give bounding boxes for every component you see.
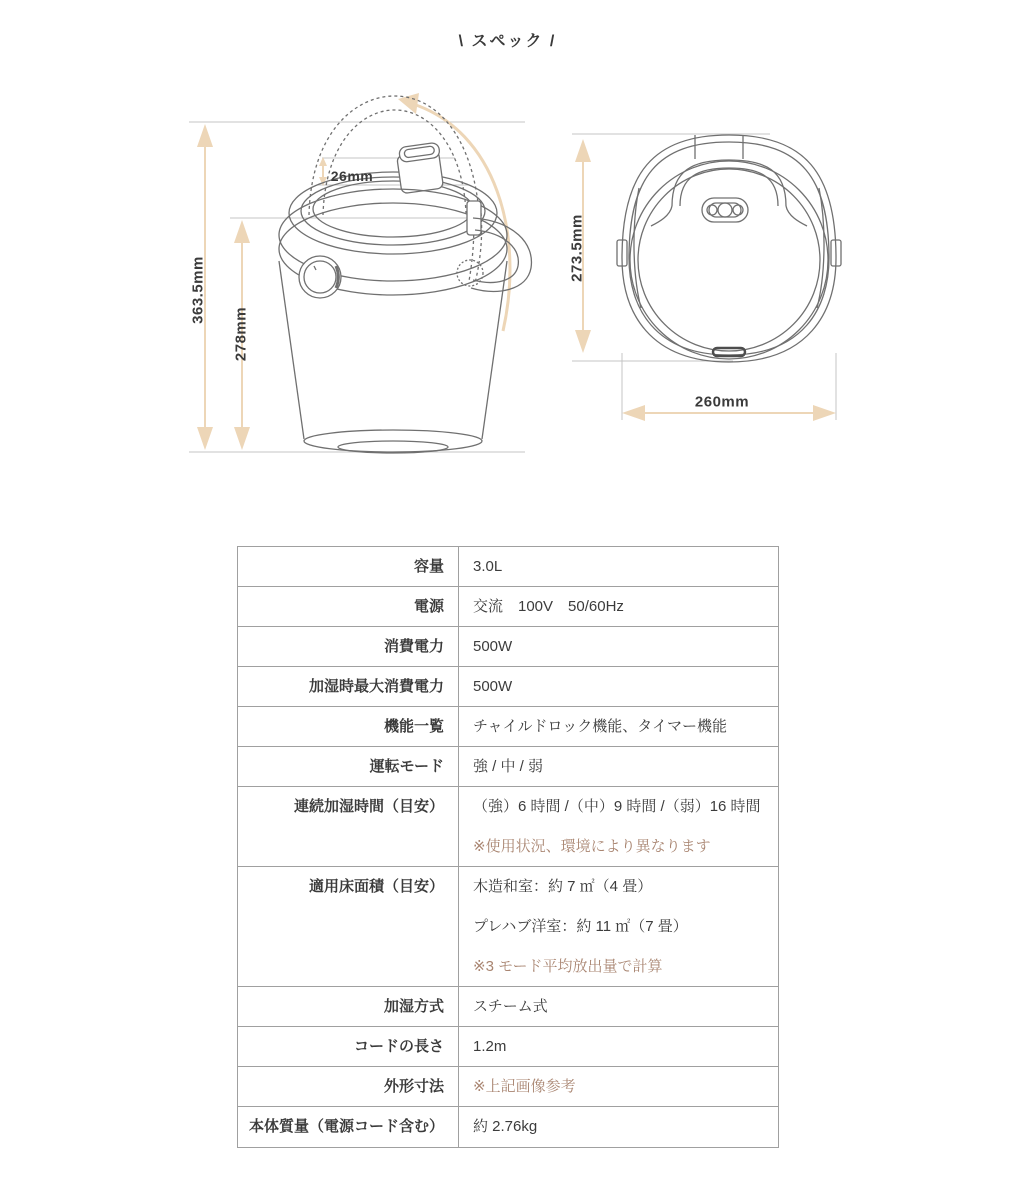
spec-label: 連続加湿時間（目安） bbox=[238, 787, 459, 866]
table-row bbox=[238, 1027, 778, 1067]
spec-label: 機能一覧 bbox=[238, 707, 459, 746]
spec-label: 運転モード bbox=[238, 747, 459, 786]
dim-body-height: 278mm bbox=[232, 306, 250, 362]
table-row bbox=[238, 707, 778, 747]
spec-label: 消費電力 bbox=[238, 627, 459, 666]
lid-top bbox=[630, 161, 828, 359]
spec-label: 加湿方式 bbox=[238, 987, 459, 1026]
dim-top-height: 273.5mm bbox=[568, 214, 586, 282]
table-row bbox=[238, 627, 778, 667]
spec-note: ※使用状況、環境により異なります bbox=[473, 838, 711, 855]
spec-value bbox=[459, 1067, 778, 1106]
dim-width: 260mm bbox=[694, 393, 750, 411]
spec-note: ※上記画像参考 bbox=[473, 1078, 576, 1095]
spec-label: 本体質量（電源コード含む） bbox=[238, 1107, 459, 1147]
table-row bbox=[238, 587, 778, 627]
spec-value: 1.2m bbox=[473, 1038, 507, 1055]
table-row bbox=[238, 867, 778, 987]
dimension-arrows bbox=[575, 139, 836, 421]
top-view-drawing bbox=[553, 98, 853, 433]
dim-spout-height: 26mm bbox=[330, 168, 374, 184]
spec-label: 外形寸法 bbox=[238, 1067, 459, 1106]
spec-value: チャイルドロック機能、タイマー機能 bbox=[473, 718, 727, 735]
front-view-drawing bbox=[173, 83, 543, 468]
spec-note: ※3 モード平均放出量で計算 bbox=[473, 958, 663, 975]
table-row bbox=[238, 987, 778, 1027]
spec-label: 加湿時最大消費電力 bbox=[238, 667, 459, 706]
spec-value: 強 / 中 / 弱 bbox=[473, 758, 544, 775]
table-row bbox=[238, 747, 778, 787]
spec-value: （強）6 時間 /（中）9 時間 /（弱）16 時間 ※使用状況、環境により異なります bbox=[459, 787, 778, 866]
bottom-tab bbox=[713, 348, 745, 356]
extension-lines bbox=[572, 134, 836, 420]
rotation-arrow bbox=[398, 93, 510, 331]
spec-value: 500W bbox=[473, 678, 513, 695]
spec-value: 3.0L bbox=[473, 558, 503, 575]
control-knob bbox=[299, 256, 341, 298]
table-row bbox=[238, 667, 778, 707]
spec-label: 電源 bbox=[238, 587, 459, 626]
spec-label: 適用床面積（目安） bbox=[238, 867, 459, 986]
table-row bbox=[238, 547, 778, 587]
table-row bbox=[238, 787, 778, 867]
spec-value: 交流 100V 50/60Hz bbox=[473, 598, 624, 615]
dim-total-height: 363.5mm bbox=[189, 256, 207, 324]
spec-value: 500W bbox=[473, 638, 513, 655]
table-row bbox=[238, 1067, 778, 1107]
spec-value: 約 2.76kg bbox=[473, 1118, 538, 1135]
spec-label: 容量 bbox=[238, 547, 459, 586]
steam-spout bbox=[396, 142, 445, 194]
spec-value: スチーム式 bbox=[473, 998, 548, 1015]
spec-table bbox=[237, 546, 779, 1148]
spec-label: コードの長さ bbox=[238, 1027, 459, 1066]
table-row bbox=[238, 1107, 778, 1147]
page-title: \ スペック / bbox=[458, 33, 557, 50]
lid-latch bbox=[702, 198, 748, 222]
spec-value: 木造和室：約 7 ㎡（4 畳） プレハブ洋室：約 11 ㎡（7 畳） ※3 モード平均放出量で計算 bbox=[459, 867, 778, 986]
